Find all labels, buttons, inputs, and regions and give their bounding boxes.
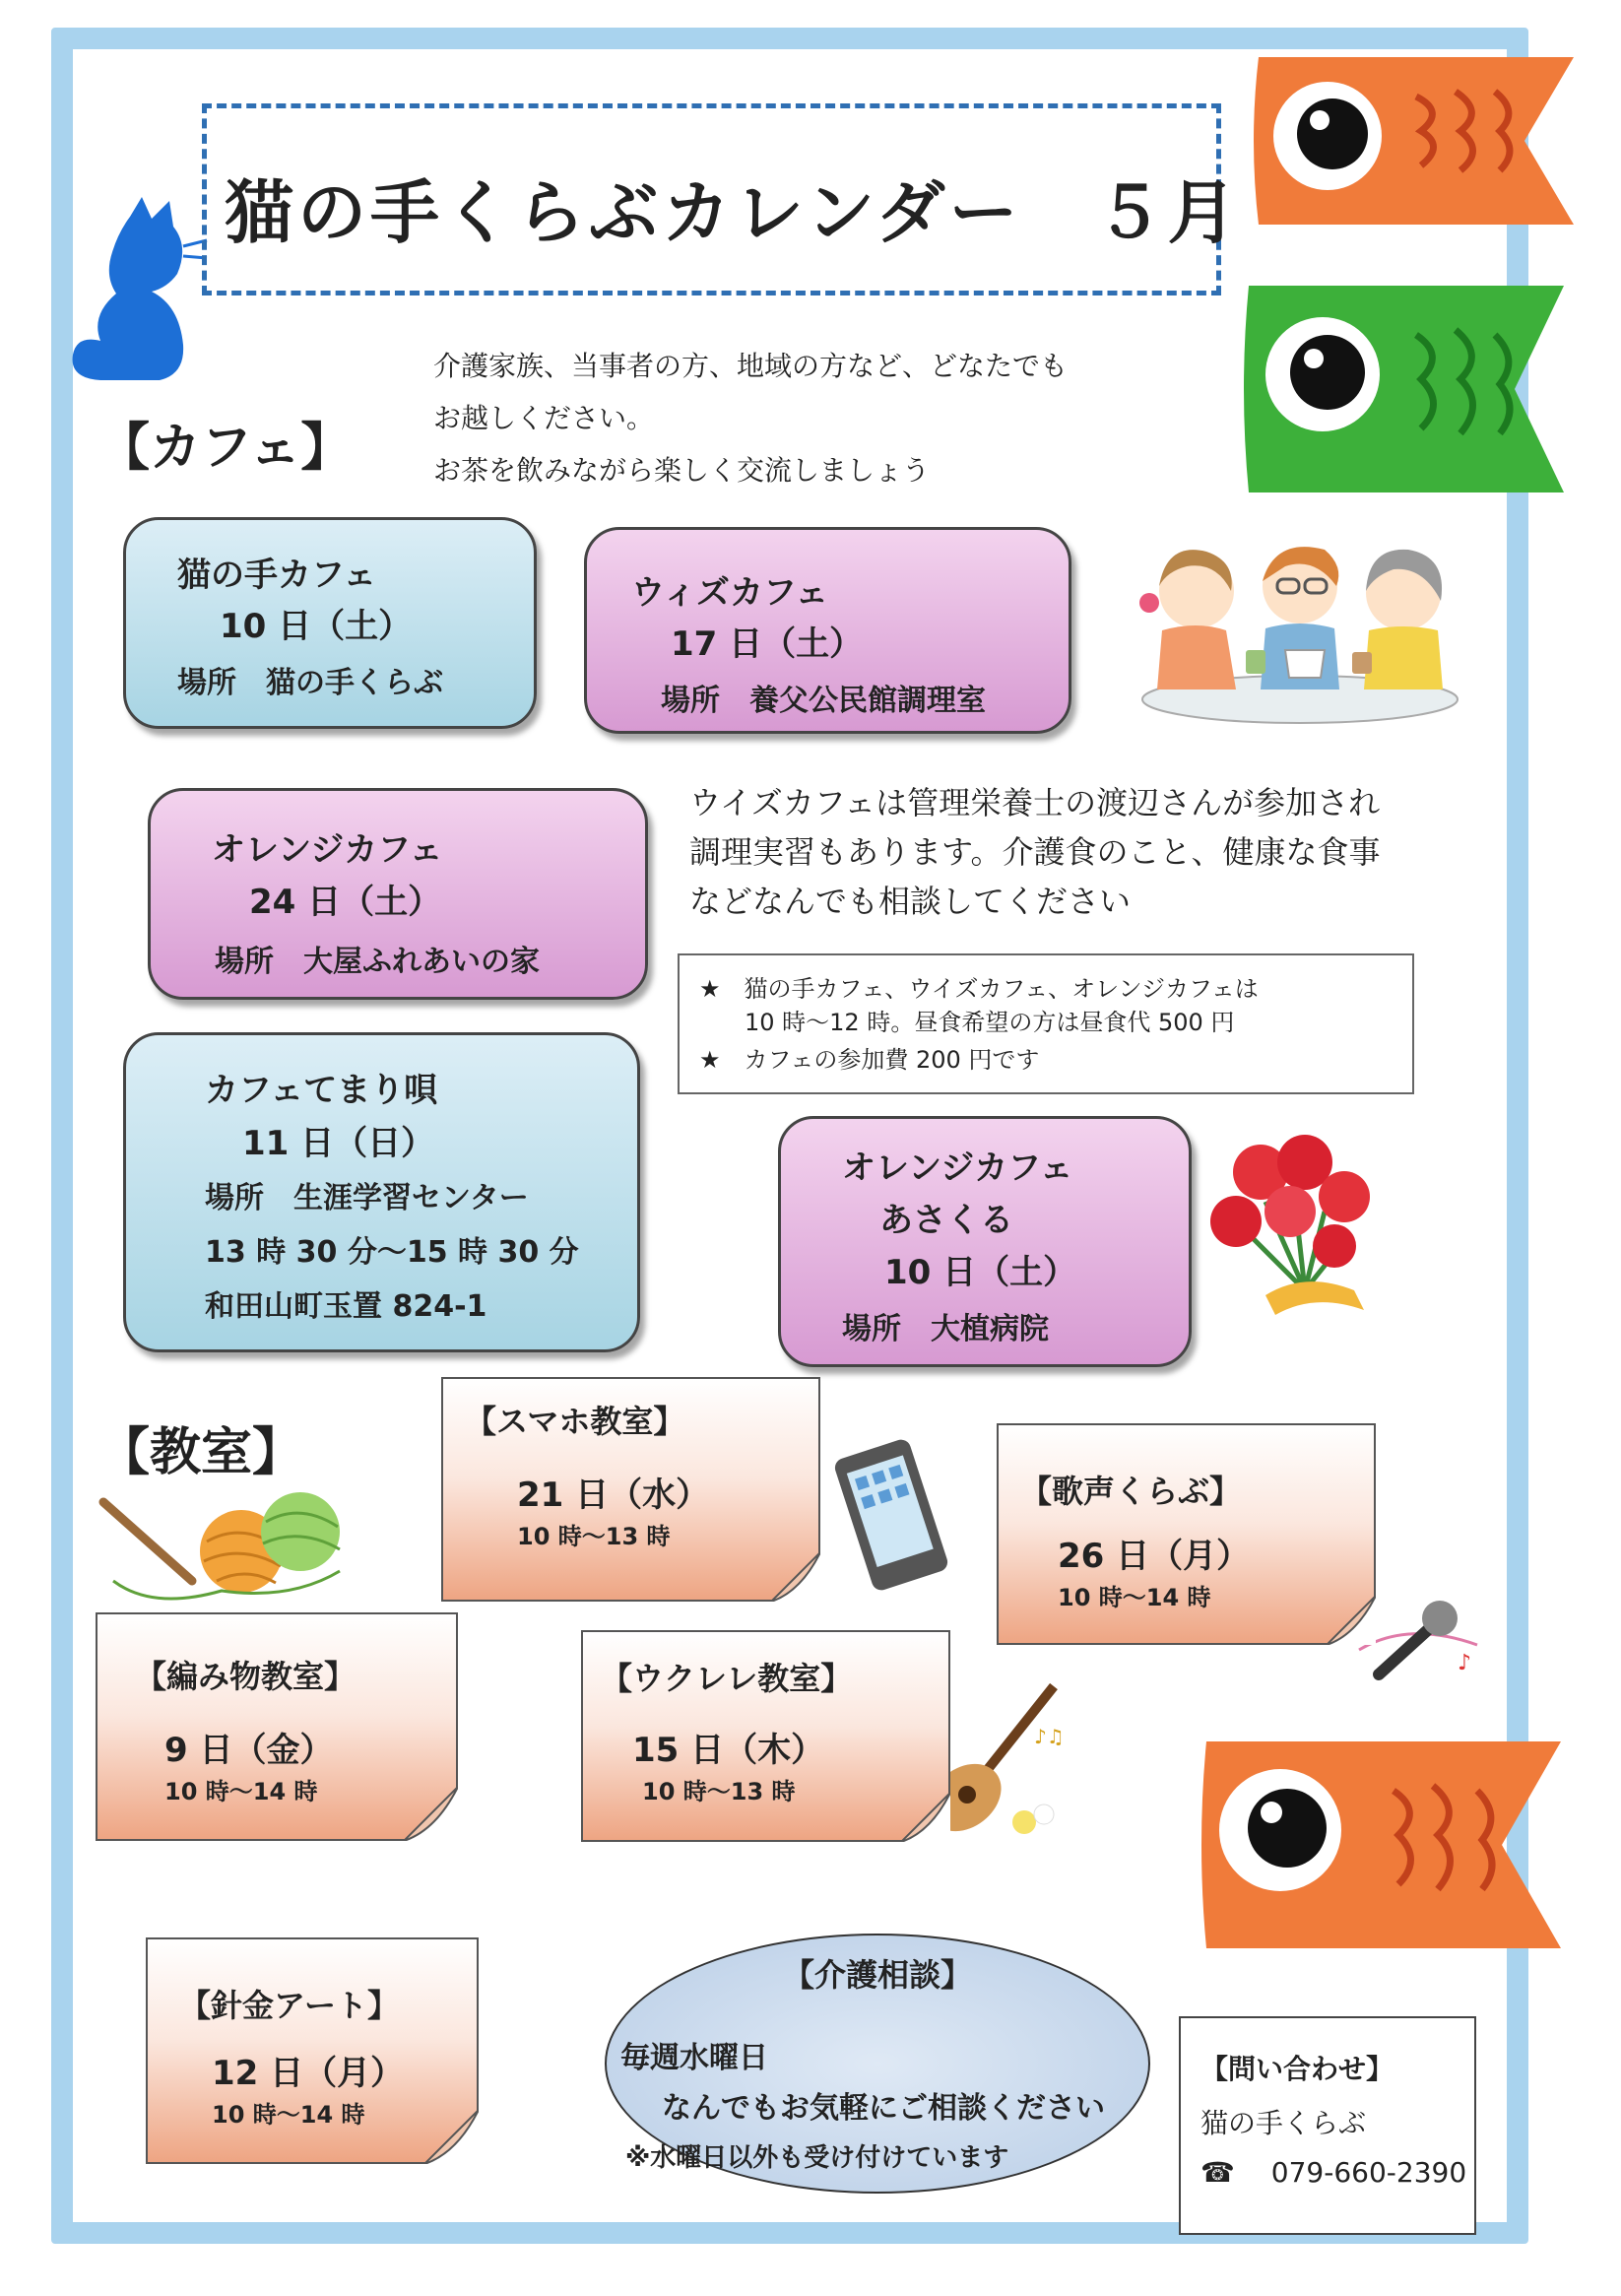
cafe-place: 場所 大屋ふれあいの家 [215, 945, 540, 979]
cafe-card-temariuta [123, 1032, 640, 1352]
class-time: 10 時～13 時 [642, 1778, 796, 1805]
cafe-name: ウィズカフェ [631, 573, 829, 613]
intro-text [433, 340, 1068, 496]
class-date: 9 日（金） [164, 1731, 334, 1770]
cafe-date: 24 日（土） [249, 883, 442, 922]
cafe-name-sub: あさくる [879, 1201, 1013, 1240]
class-time: 10 時～14 時 [164, 1778, 318, 1805]
class-card-ukulele [581, 1630, 950, 1842]
note-line: 調理実習もあります。介護食のこと、健康な食事 [689, 833, 1381, 871]
class-title: 【針金アート】 [179, 1987, 400, 2024]
cafe-card-orange-oya [148, 788, 648, 1000]
star-note-line: 10 時～12 時。昼食希望の方は昼食代 500 円 [745, 1009, 1235, 1036]
consult-line: 毎週水曜日 [620, 2041, 768, 2075]
cafe-date: 10 日（土） [884, 1253, 1077, 1292]
note-line: などなんでも相談してください [689, 883, 1132, 920]
class-date: 12 日（月） [212, 2054, 405, 2093]
cafe-date: 10 日（土） [220, 607, 413, 646]
cafe-time: 13 時 30 分～15 時 30 分 [205, 1235, 579, 1270]
class-title: 【編み物教室】 [135, 1658, 357, 1695]
class-card-smartphone [441, 1377, 820, 1602]
consult-title: 【介護相談】 [783, 1956, 973, 1994]
tea-party-illustration [1128, 532, 1472, 729]
contact-box [1179, 2016, 1476, 2235]
class-card-singing [997, 1423, 1376, 1645]
star-notes-box [678, 953, 1414, 1094]
star-note-line: ★ カフェの参加費 200 円です [699, 1046, 1040, 1074]
class-time: 10 時～14 時 [212, 2101, 365, 2129]
cafe-card-wiz [584, 527, 1071, 734]
cafe-date: 11 日（日） [242, 1124, 435, 1163]
page-curl-icon [424, 2110, 479, 2164]
section-cafe: 【カフェ】 [98, 419, 353, 478]
contact-phone-row [1200, 2156, 1466, 2189]
page-title: 猫の手くらぶカレンダー ５月 [225, 172, 1241, 253]
page-curl-icon [404, 1787, 458, 1841]
intro-line: お茶を飲みながら楽しく交流しましょう [433, 454, 931, 487]
carnation-illustration [1206, 1123, 1379, 1320]
class-time: 10 時～13 時 [517, 1523, 671, 1550]
class-title: 【スマホ教室】 [465, 1403, 685, 1440]
class-title: 【歌声くらぶ】 [1020, 1473, 1242, 1510]
contact-phone[interactable]: 079-660-2390 [1270, 2156, 1467, 2189]
carp-streamer-lower-icon [1197, 1722, 1561, 1968]
cat-icon [61, 197, 209, 384]
star-note-line: ★ 猫の手カフェ、ウイズカフェ、オレンジカフェは [699, 975, 1259, 1003]
svg-text:♪♫: ♪♫ [1034, 1725, 1065, 1748]
intro-line: お越しください。 [433, 402, 655, 434]
cafe-place: 場所 猫の手くらぶ [177, 666, 443, 700]
cafe-date: 17 日（土） [671, 624, 864, 664]
cafe-address: 和田山町玉置 824-1 [205, 1289, 487, 1324]
cafe-place: 場所 大植病院 [842, 1312, 1049, 1346]
class-title: 【ウクレレ教室】 [601, 1660, 853, 1697]
cafe-name: オレンジカフェ [212, 830, 443, 870]
class-time: 10 時～14 時 [1058, 1584, 1211, 1611]
smartphone-icon [832, 1438, 960, 1591]
cafe-place: 場所 養父公民館調理室 [661, 684, 986, 718]
cafe-place: 場所 生涯学習センター [205, 1181, 529, 1215]
cafe-card-nekonote [123, 517, 537, 729]
class-date: 15 日（木） [632, 1731, 825, 1770]
section-classroom: 【教室】 [98, 1423, 304, 1482]
cafe-name: オレンジカフェ [842, 1148, 1073, 1188]
cafe-name: 猫の手カフェ [177, 556, 377, 595]
wiz-note [689, 778, 1380, 926]
page-curl-icon [901, 1793, 950, 1842]
contact-org: 猫の手くらぶ [1200, 2107, 1367, 2139]
cafe-name: カフェてまり唄 [205, 1071, 438, 1110]
class-date: 21 日（水） [517, 1476, 710, 1515]
consult-line: なんでもお気軽にご相談ください [662, 2091, 1105, 2126]
intro-line: 介護家族、当事者の方、地域の方など、どなたでも [433, 350, 1069, 382]
note-line: ウイズカフェは管理栄養士の渡辺さんが参加され [689, 784, 1381, 821]
class-date: 26 日（月） [1058, 1537, 1251, 1576]
page-curl-icon [771, 1552, 820, 1602]
carp-streamer-orange-icon [1249, 37, 1574, 244]
page-curl-icon [1327, 1596, 1376, 1645]
phone-icon: ☎ [1200, 2156, 1235, 2189]
cafe-card-orange-asakuru [778, 1116, 1192, 1367]
yarn-icon [94, 1473, 350, 1610]
consult-note: ※水曜日以外も受け付けています [625, 2143, 1009, 2173]
carp-streamer-green-icon [1239, 266, 1564, 512]
contact-title: 【問い合わせ】 [1200, 2053, 1394, 2085]
svg-text:♪: ♪ [1458, 1651, 1472, 1675]
